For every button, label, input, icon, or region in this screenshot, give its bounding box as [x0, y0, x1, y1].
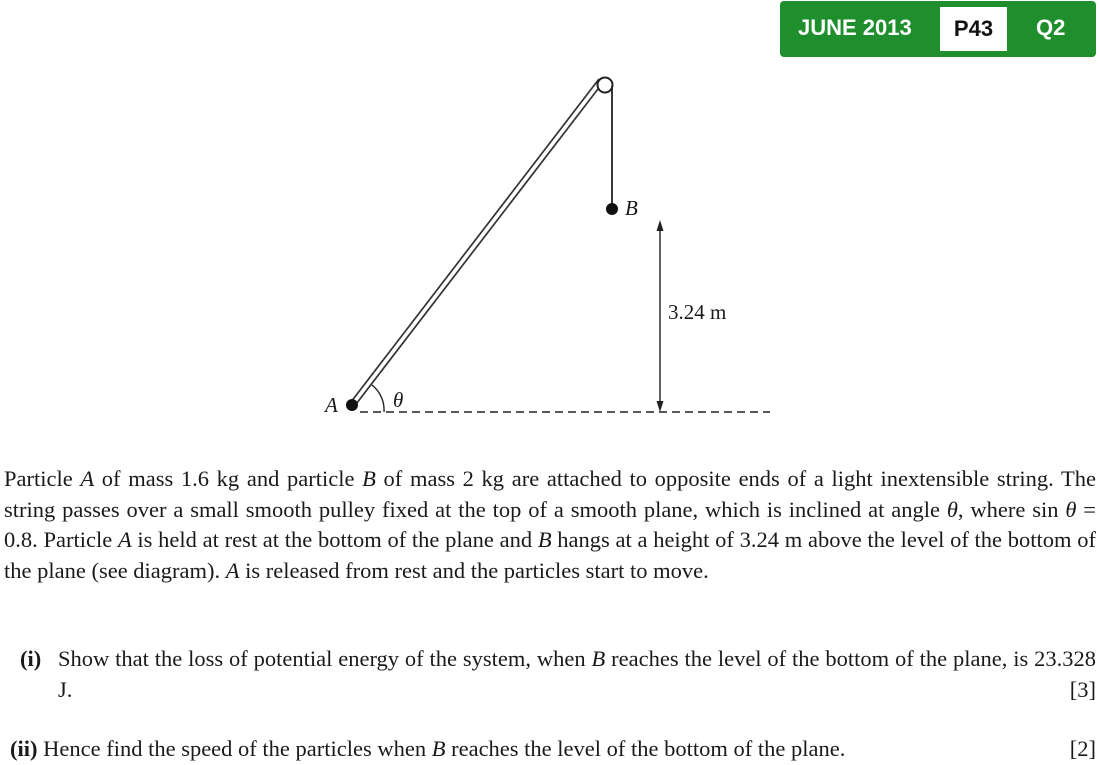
label-theta: θ [393, 388, 404, 412]
particle-a [346, 399, 358, 411]
inclined-plane-inner [352, 82, 600, 405]
part-ii-label: (ii) [10, 736, 38, 761]
exam-session: JUNE 2013 [798, 15, 912, 40]
part-i-label: (i) [20, 646, 42, 671]
inclined-plane-diagram [300, 60, 780, 430]
part-i-marks: [3] [1069, 676, 1096, 702]
angle-arc [372, 385, 384, 412]
part-i [20, 644, 1096, 705]
particle-b [606, 203, 618, 215]
label-b: B [625, 196, 638, 220]
height-arrow-head-bottom [657, 401, 664, 412]
part-ii [10, 734, 1096, 765]
pulley [598, 78, 613, 93]
part-i-body [58, 644, 1096, 705]
part-ii-text: Hence find the speed of the particles when B reaches the level of the bottom of the plane. [43, 736, 846, 761]
question-stem: Particle A of mass 1.6 kg and particle B of mass 2 kg are attached to opposite ends of a light inextensible string. The string passes over a small smooth pulley fixed at the top of a smooth plane, which is inclined at angle θ, where sin θ = 0.8. Particle A is held at rest at the bottom of the plane and B hangs at a height of 3.24 m above the level of the bottom of the plane (see diagram). A is released from rest and the particles start to move. [4, 466, 1096, 583]
label-a: A [325, 393, 338, 417]
height-label: 3.24 m [668, 300, 727, 324]
exam-reference-badge [780, 1, 1096, 57]
part-i-text: Show that the loss of potential energy of the system, when B reaches the level of the bottom of the plane, is 23.328 J. [58, 646, 1097, 702]
question-number: Q2 [1036, 15, 1066, 40]
part-ii-marks: [2] [1069, 736, 1096, 761]
paper-code: P43 [940, 7, 1007, 51]
height-arrow-head-top [657, 220, 664, 231]
